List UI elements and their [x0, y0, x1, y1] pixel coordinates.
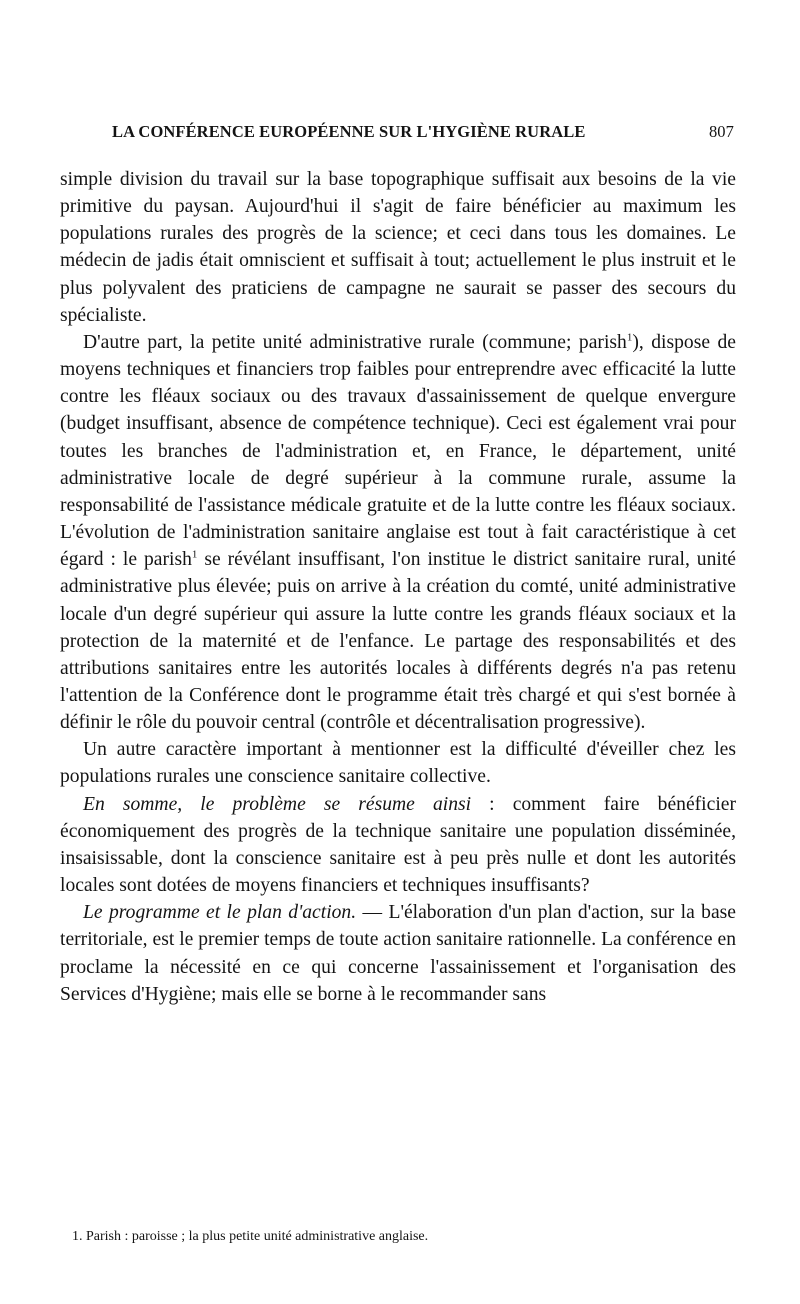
footnote-ref-1: 1 [626, 331, 633, 344]
paragraph-3: Un autre caractère important à mentionner est la difficulté d'éveiller chez les populations rurales une conscience sanitaire collective. [60, 739, 736, 788]
document-page [60, 0, 736, 1304]
paragraph-2-part-c: se révélant insuffisant, l'on institue le district sanitaire rural, unité administrative plus élevée; puis on arrive à la création du comté, unité administrative locale d'un degré supérieur qui assure la lutte contre les grands fléaux sociaux et la protection de la maternité et de l'enfance. Le partage des responsabilités et des attributions sanitaires entre les autorités locales à différents degrés n'a pas retenu l'attention de la Conférence dont le programme était très chargé et qui s'est bornée à définir le rôle du pouvoir central (contrôle et décentralisation progressive). [60, 549, 736, 734]
running-title: LA CONFÉRENCE EUROPÉENNE SUR L'HYGIÈNE RURALE [112, 122, 586, 141]
paragraph-4 [60, 791, 736, 900]
running-head [60, 122, 736, 146]
paragraph-5-rest: — L'élaboration d'un plan d'action, sur la base territoriale, est le premier temps de toute action sanitaire rationnelle. La conférence en proclame la nécessité en ce qui concerne l'assainissement et l'organisation des Services d'Hygiène; mais elle se borne à le recommander sans [60, 902, 736, 1005]
paragraph-5 [60, 899, 736, 1008]
footnote: 1. Parish : paroisse ; la plus petite unité administrative anglaise. [72, 1229, 429, 1244]
paragraph-4-italic-lead: En somme, le problème se résume ainsi [83, 793, 472, 815]
paragraph-1: simple division du travail sur la base topographique suffisait aux besoins de la vie primitive du paysan. Aujourd'hui il s'agit de faire bénéficier au maximum les populations rurales des progrès de la science; et ceci dans tous les domaines. Le médecin de jadis était omniscient et suffisait à tout; actuellement le plus instruit et le plus polyvalent des praticiens de campagne ne saurait se passer des secours du spécialiste. [60, 169, 736, 326]
body-text [60, 166, 736, 1008]
paragraph-2-part-b: ), dispose de moyens techniques et financiers trop faibles pour entreprendre avec efficacité la lutte contre les fléaux sociaux ou des travaux d'assainissement de quelque envergure (budget insuffisant, absence de compétence technique). Ceci est également vrai pour toutes les branches de l'administration et, en France, le département, unité administrative locale de degré supérieur à la commune rurale, assume la responsabilité de l'assistance médicale gratuite et de la lutte contre les fléaux sociaux. L'évolution de l'administration sanitaire anglaise est tout à fait caractéristique à cet égard : le parish [60, 331, 736, 571]
paragraph-2 [60, 329, 736, 736]
footnote-ref-2: 1 [191, 548, 198, 561]
page-number: 807 [708, 122, 734, 141]
paragraph-4-rest: : comment faire bénéficier économiquement des progrès de la technique sanitaire une population disséminée, insaisissable, dont la conscience sanitaire est à peu près nulle et dont les autorités locales sont dotées de moyens financiers et techniques insuffisants? [60, 793, 736, 897]
section-heading-italic: Le programme et le plan d'action. [83, 902, 357, 924]
paragraph-2-part-a: D'autre part, la petite unité administrative rurale (commune; parish [83, 331, 627, 353]
